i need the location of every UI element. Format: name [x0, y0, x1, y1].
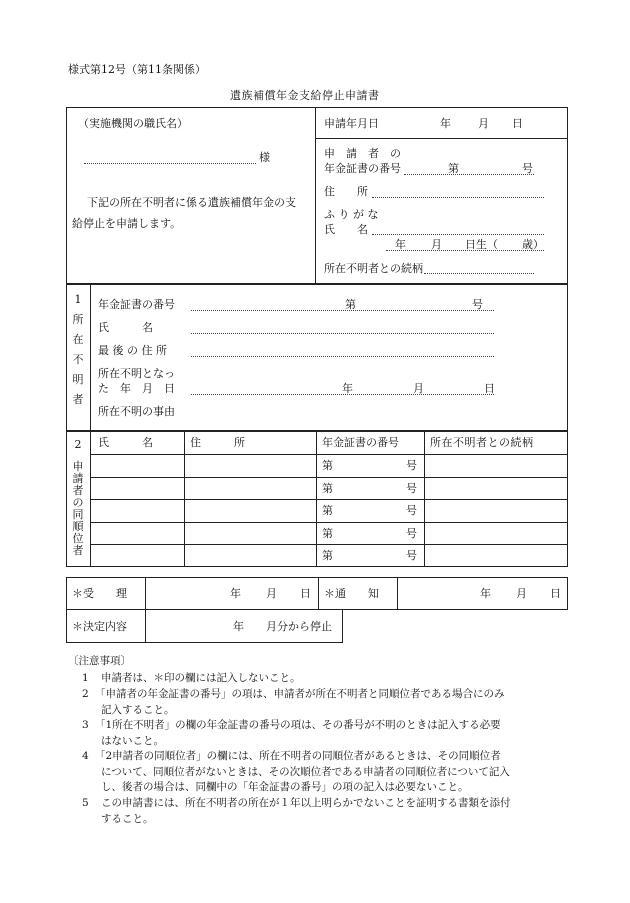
- note-2: 「申請者の年金証書の番号」の項は、申請者が所在不明者と同順位者である場合にのみ 記入すること。: [95, 688, 505, 716]
- request-text-2: 給停止を申請します。: [72, 217, 182, 230]
- col-address: 住 所: [190, 436, 245, 449]
- note-num-5: 5: [82, 797, 89, 809]
- application-date-label: 申請年月日: [324, 117, 379, 130]
- form-title: 遺族補償年金支給停止申請書: [230, 89, 380, 102]
- col-pension: 年金証書の番号: [322, 436, 399, 449]
- missing-date-label-2: た 年 月 日: [98, 382, 175, 395]
- form-number: 様式第12号（第11条関係）: [68, 63, 206, 76]
- col-name: 氏 名: [98, 436, 153, 449]
- notes-heading: 〔注意事項〕: [68, 655, 131, 667]
- missing-pension-label: 年金証書の番号: [98, 298, 175, 311]
- missing-name-label: 氏 名: [98, 321, 153, 334]
- request-text-1: 下記の所在不明者に係る遺族補償年金の支: [87, 196, 296, 209]
- applicant-pension-field[interactable]: [404, 174, 534, 175]
- agency-label: （実施機関の職氏名）: [78, 117, 188, 130]
- note-5: この申請書には、所在不明者の所在が１年以上明らかでないことを証明する書類を添付 すること。: [101, 797, 511, 825]
- relation-label: 所在不明者との続柄: [324, 262, 423, 275]
- note-num-3: 3: [82, 719, 89, 731]
- missing-name-field[interactable]: [191, 333, 494, 334]
- note-num-2: 2: [82, 688, 89, 700]
- page: 様式第12号（第11条関係） 遺族補償年金支給停止申請書 （実施機関の職氏名） 様 下記の所在不明者に係る遺族補償年金の支 給停止を申請します。 申請年月日 年 月 日 申 請 者 の 年金証書の番号 第 号 住 所 ふ り が な 氏 名 年 月 日生（ 歳） 所在不明者との続柄 1 所 在 不 明 者 年金証書の番号 第 号 氏 名 最 後 の 住 所 所在不明となっ た 年 月 日 年 月 日 所在不明の事由 2 申 請 者 の 同 順 位 者 氏 名 住 所 年金証書の番号 所在不明者との続柄 第 号 第 号 第 号 第 号 第 号 ＊受 理 年 月 日 ＊通 知 年 月 日 ＊決定内容 年 月分から停止 〔注意事項〕 1 申請者は、＊印の欄には記入しないこと。 2 「申請者の年金証書の番号」の項は、申請者が所在不明者と同順位者である場合にのみ 記入すること。 3 「1所在不明者」の欄の年金証書の番号の項は、その番号が不明のときは記入する必要 はないこと。 4 「2申請者の同順位者」の欄には、所在不明者の同順位者があるときは、その同順位者 について、同順位者がないときは、その次順位者である申請者の同順位者について記入 し、後者の場合は、同欄中の「年金証書の番号」の項の記入は必要ないこと。 5 この申請書には、所在不明者の所在が１年以上明らかでないことを証明する書類を添付 すること。: [0, 0, 630, 903]
- note-num-1: 1: [82, 672, 89, 684]
- note-num-4: 4: [82, 750, 89, 762]
- office-use-block: [66, 577, 568, 610]
- col-relation: 所在不明者との続柄: [430, 436, 534, 449]
- note-1: 申請者は、＊印の欄には記入しないこと。: [101, 672, 301, 684]
- relation-field[interactable]: [424, 273, 534, 274]
- note-3: 「1所在不明者」の欄の年金証書の番号の項は、その番号が不明のときは記入する必要 はないこと。: [95, 719, 501, 747]
- missing-reason-label: 所在不明の事由: [98, 405, 175, 418]
- missing-person-section-label: 1 所 在 不 明 者: [72, 293, 84, 406]
- applicant-label: 申 請 者 の: [324, 147, 401, 160]
- decision-label: ＊決定内容: [72, 620, 127, 633]
- last-address-field[interactable]: [191, 356, 494, 357]
- same-rank-section-label: 2 申 請 者 の 同 順 位 者: [72, 438, 84, 557]
- honorific: 様: [259, 151, 270, 164]
- agency-name-field[interactable]: [84, 163, 256, 164]
- applicant-address-label: 住 所: [324, 185, 368, 198]
- applicant-name-label: 氏 名: [324, 223, 368, 236]
- missing-date-label-1: 所在不明となっ: [98, 367, 175, 380]
- note-4: 「2申請者の同順位者」の欄には、所在不明者の同順位者があるときは、その同順位者 について、同順位者がないときは、その次順位者である申請者の同順位者について記入 し、後者の場合は、同欄中の「年金証書の番号」の項の記入は必要ないこと。: [95, 750, 510, 793]
- decision-value: 年 月分から停止: [233, 620, 332, 633]
- applicant-address-field[interactable]: [372, 197, 544, 198]
- furigana-label: ふ り が な: [324, 208, 379, 221]
- missing-pension-field[interactable]: [191, 310, 494, 311]
- last-address-label: 最 後 の 住 所: [98, 344, 167, 357]
- applicant-name-field[interactable]: [372, 234, 544, 235]
- applicant-pension-label: 年金証書の番号: [324, 162, 401, 175]
- received-label: ＊受 理: [72, 587, 127, 600]
- notified-label: ＊通 知: [324, 587, 379, 600]
